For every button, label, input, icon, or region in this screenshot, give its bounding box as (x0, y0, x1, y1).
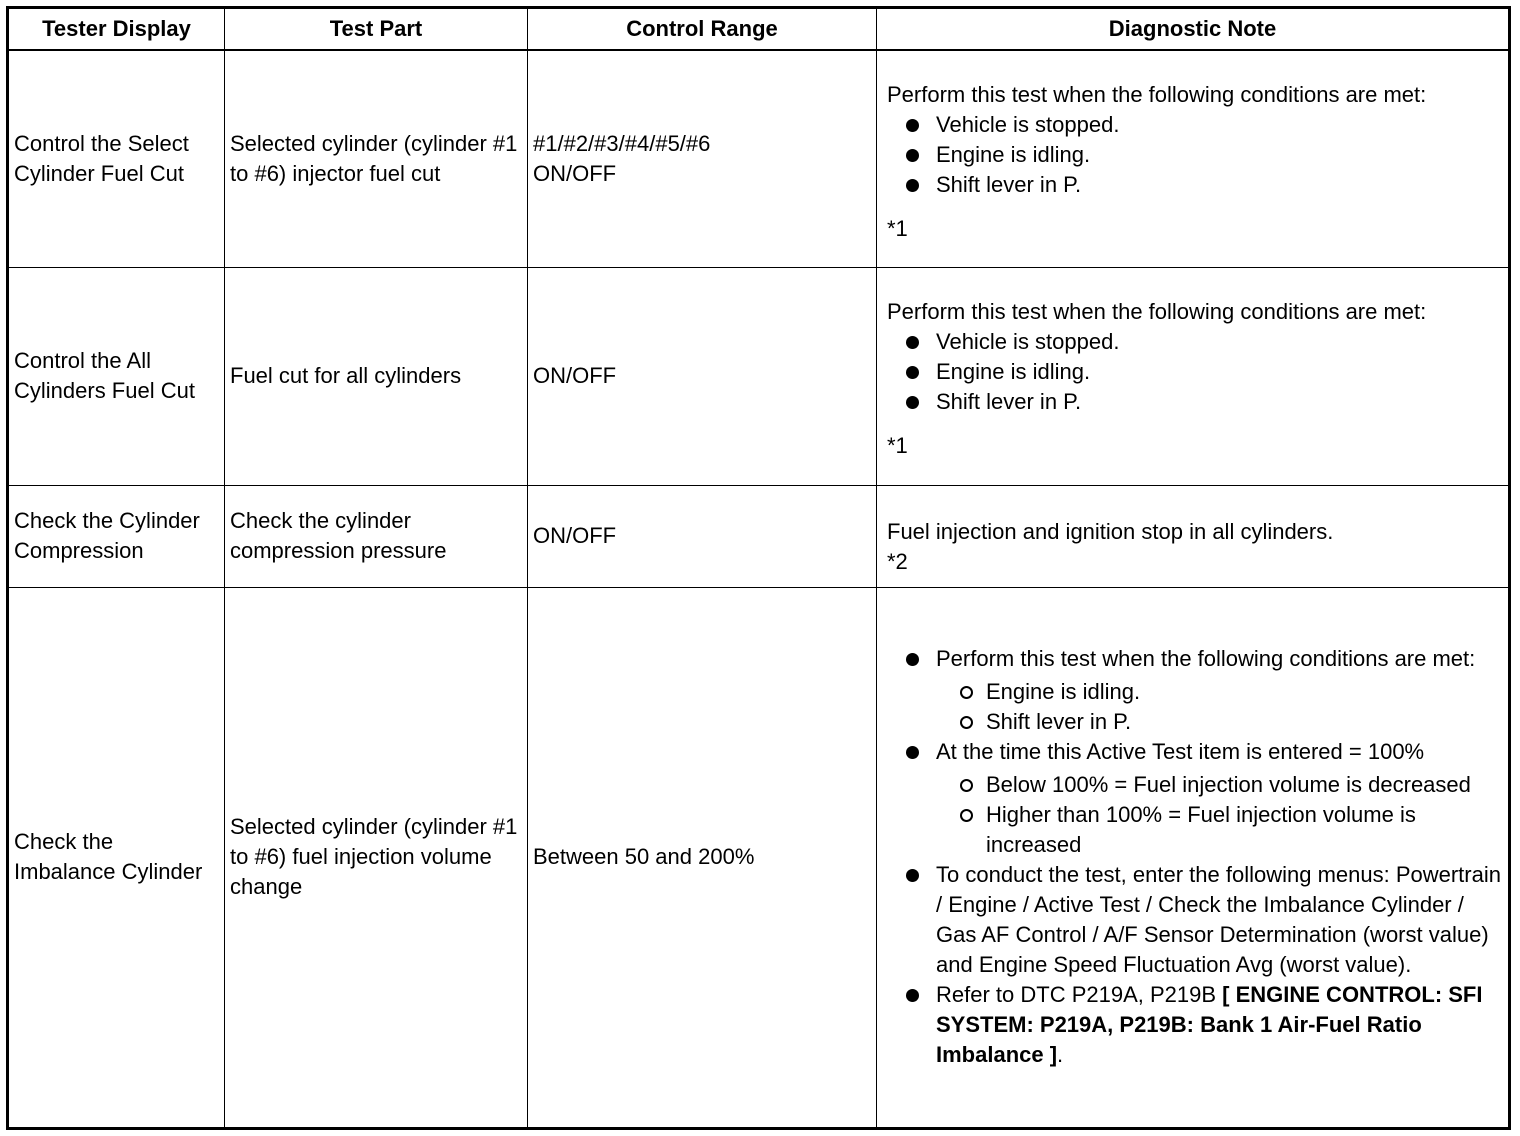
list-item: Shift lever in P. (882, 170, 1503, 200)
note-bullet-list (882, 644, 1503, 1070)
note-reference: *2 (887, 549, 908, 574)
tester-display-cell: Control the Select Cylinder Fuel Cut (8, 50, 225, 267)
control-range-cell: ON/OFF (528, 267, 877, 485)
condition-list (882, 327, 1503, 417)
table-row (8, 50, 1510, 267)
dtc-reference-link[interactable]: [ ENGINE CONTROL: SFI SYSTEM: P219A, P219B: Bank 1 Air-Fuel Ratio Imbalance ] (936, 982, 1483, 1068)
active-test-table (6, 6, 1511, 1130)
tester-display-cell: Check the Imbalance Cylinder (8, 587, 225, 1129)
list-item (882, 980, 1503, 1070)
control-range-cell (528, 50, 877, 267)
diagnostic-note-cell (877, 50, 1510, 267)
header-tester-display: Tester Display (8, 8, 225, 51)
note-bullet-text: Perform this test when the following conditions are met: (936, 646, 1476, 672)
list-item: Shift lever in P. (882, 387, 1503, 417)
list-item (882, 644, 1503, 737)
table-row (8, 485, 1510, 587)
list-item: To conduct the test, enter the following menus: Powertrain / Engine / Active Test / Check the Imbalance Cylinder / Gas AF Control / A/F Sensor Determination (worst value) and Engine Speed Fluctuation Avg (worst value). (882, 860, 1503, 980)
list-item: Engine is idling. (882, 140, 1503, 170)
sub-list-item: Below 100% = Fuel injection volume is decreased (936, 770, 1503, 800)
table-row (8, 587, 1510, 1129)
tester-display-cell: Check the Cylinder Compression (8, 485, 225, 587)
note-intro: Perform this test when the following conditions are met: (887, 81, 1427, 107)
tester-display-cell: Control the All Cylinders Fuel Cut (8, 267, 225, 485)
test-part-cell: Selected cylinder (cylinder #1 to #6) fuel injection volume change (225, 587, 528, 1129)
control-range-line: ON/OFF (533, 160, 617, 186)
diagnostic-note-cell (877, 267, 1510, 485)
sub-list-item: Higher than 100% = Fuel injection volume is increased (936, 800, 1503, 860)
header-test-part: Test Part (225, 8, 528, 51)
test-part-cell: Fuel cut for all cylinders (225, 267, 528, 485)
list-item (882, 737, 1503, 860)
test-part-cell: Selected cylinder (cylinder #1 to #6) injector fuel cut (225, 50, 528, 267)
note-bullet-text: Refer to DTC P219A, P219B (936, 982, 1217, 1008)
note-reference: *1 (887, 433, 908, 458)
control-range-line: #1/#2/#3/#4/#5/#6 (533, 130, 711, 156)
note-text: Fuel injection and ignition stop in all cylinders. (887, 519, 1334, 544)
diagnostic-note-cell (877, 485, 1510, 587)
control-range-cell: ON/OFF (528, 485, 877, 587)
table-row (8, 267, 1510, 485)
sub-list-item: Shift lever in P. (936, 707, 1503, 737)
sub-list (936, 677, 1503, 737)
note-intro: Perform this test when the following conditions are met: (887, 299, 1427, 324)
list-item: Vehicle is stopped. (882, 110, 1503, 140)
header-row (8, 8, 1510, 51)
test-part-cell: Check the cylinder compression pressure (225, 485, 528, 587)
note-reference: *1 (887, 215, 908, 241)
header-control-range: Control Range (528, 8, 877, 51)
note-bullet-text: At the time this Active Test item is entered = 100% (936, 739, 1425, 765)
sub-list-item: Engine is idling. (936, 677, 1503, 707)
condition-list (882, 110, 1503, 200)
list-item: Engine is idling. (882, 357, 1503, 387)
sub-list (936, 770, 1503, 860)
header-diagnostic-note: Diagnostic Note (877, 8, 1510, 51)
note-bullet-suffix: . (1057, 1042, 1064, 1068)
diagnostic-note-cell (877, 587, 1510, 1129)
control-range-cell: Between 50 and 200% (528, 587, 877, 1129)
list-item: Vehicle is stopped. (882, 327, 1503, 357)
